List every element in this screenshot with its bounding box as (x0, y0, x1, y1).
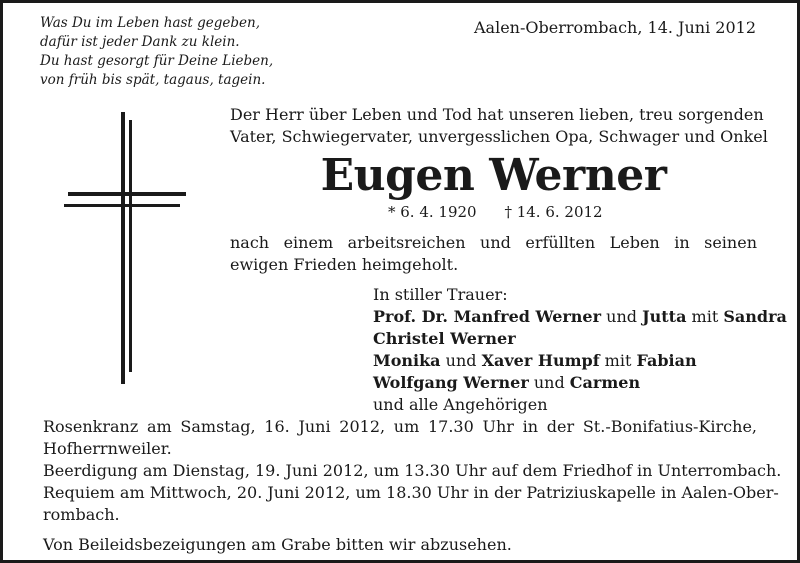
mourner-line: und alle Angehörigen (373, 395, 548, 414)
place-date: Aalen-Oberrombach, 14. Juni 2012 (473, 18, 756, 37)
intro-text (230, 104, 768, 148)
memorial-poem (40, 14, 273, 90)
mourner-line: Prof. Dr. Manfred Werner und Jutta mit Sandra (373, 307, 787, 326)
deceased-name: Eugen Werner (320, 150, 667, 201)
mourners-block (373, 284, 787, 416)
requiem-line: Requiem am Mittwoch, 20. Juni 2012, um 18.30 Uhr in der Patriziuskapelle in Aalen-Ober- (43, 483, 779, 502)
poem-line: von früh bis spät, tagaus, tagein. (40, 72, 266, 88)
rosenkranz-line: Hofherrnweiler. (43, 439, 172, 458)
intro-line: Vater, Schwiegervater, unvergesslichen Opa, Schwager und Onkel (230, 127, 768, 146)
poem-line: Du hast gesorgt für Deine Lieben, (40, 53, 274, 69)
poem-line: Was Du im Leben hast gegeben, (40, 15, 261, 31)
mourner-line: Monika und Xaver Humpf mit Fabian (373, 351, 697, 370)
intro-line: Der Herr über Leben und Tod hat unseren lieben, treu sorgenden (230, 105, 764, 124)
death-date: † 14. 6. 2012 (504, 203, 603, 221)
trauer-heading: In stiller Trauer: (373, 285, 508, 304)
cross-icon (60, 112, 190, 384)
life-dates (388, 203, 607, 221)
spacer (43, 526, 757, 534)
birth-date: * 6. 4. 1920 (388, 203, 477, 221)
beileid-line: Von Beileidsbezeigungen am Grabe bitten wir abzusehen. (43, 535, 512, 554)
rosenkranz-line: Rosenkranz am Samstag, 16. Juni 2012, um 17.30 Uhr in der St.-Bonifatius-Kirche, (43, 417, 757, 436)
requiem-line: rombach. (43, 505, 120, 524)
mourner-line: Christel Werner (373, 329, 516, 348)
beerdigung-line: Beerdigung am Dienstag, 19. Juni 2012, um 13.30 Uhr auf dem Friedhof in Unterrombach. (43, 461, 782, 480)
service-info (43, 416, 782, 556)
poem-line: dafür ist jeder Dank zu klein. (40, 34, 240, 50)
after-text (230, 232, 757, 276)
after-line: nach einem arbeitsreichen und erfüllten Leben in seinen (230, 233, 757, 252)
mourner-line: Wolfgang Werner und Carmen (373, 373, 641, 392)
after-line: ewigen Frieden heimgeholt. (230, 255, 459, 274)
